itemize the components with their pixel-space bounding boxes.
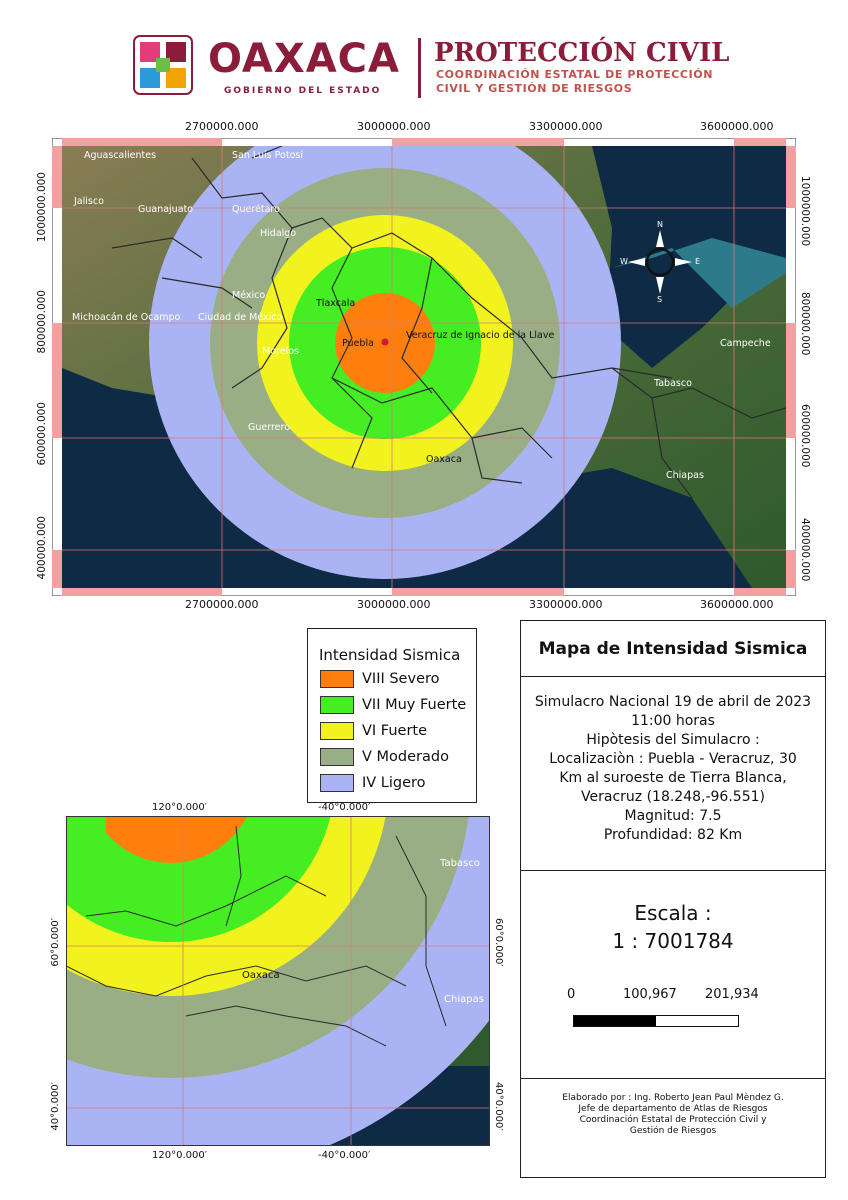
- legend-label: VI Fuerte: [362, 723, 428, 739]
- scale-value: 1 : 7001784: [612, 929, 734, 953]
- x-tick-bottom-2: 3000000.000: [357, 598, 431, 611]
- place-label: Puebla: [342, 338, 374, 349]
- legend-swatch: [320, 670, 354, 688]
- agency-subtitle-line-2: CIVIL Y GESTIÓN DE RIESGOS: [436, 82, 633, 95]
- compass-s: S: [657, 295, 663, 304]
- place-label: San Luis Potosí: [232, 150, 303, 161]
- y-tick-right-2: 800000.000: [799, 292, 811, 356]
- x-tick-bottom-3: 3300000.000: [529, 598, 603, 611]
- credit-line-1: Elaborado por : Ing. Roberto Jean Paul Mèndez G.: [562, 1093, 784, 1103]
- main-map: [52, 138, 796, 596]
- place-label: Michoacán de Ocampo: [72, 312, 181, 323]
- credit-line-3: Coordinación Estatal de Protección Civil y: [579, 1115, 767, 1125]
- info-scale-section: [521, 871, 825, 1079]
- inset-x-tick-bottom-1: 120°0.000′: [152, 1150, 207, 1161]
- place-label: Veracruz de Ignacio de la Llave: [406, 330, 555, 341]
- inset-label-chiapas: Chiapas: [444, 994, 484, 1005]
- epicenter-marker: [382, 339, 389, 346]
- legend-item-vi: [320, 721, 427, 741]
- place-label: Tlaxcala: [316, 298, 356, 309]
- credit-line-2: Jefe de departamento de Atlas de Riesgos: [578, 1104, 768, 1114]
- y-tick-right-4: 400000.000: [799, 518, 811, 582]
- y-tick-left-3: 600000.000: [36, 402, 48, 466]
- place-label: Querétaro: [232, 204, 280, 215]
- legend-title: Intensidad Sismica: [319, 646, 461, 664]
- info-panel: [520, 620, 826, 1178]
- place-label: Jalisco: [74, 196, 104, 207]
- inset-map-canvas: [66, 816, 490, 1146]
- info-line-3: Hipòtesis del Simulacro :: [586, 732, 760, 748]
- x-tick-top-3: 3300000.000: [529, 120, 603, 133]
- place-label: Campeche: [720, 338, 771, 349]
- x-tick-bottom-4: 3600000.000: [700, 598, 774, 611]
- inset-y-tick-right-2: 40°0.000′: [493, 1082, 504, 1131]
- legend-item-v: [320, 747, 449, 767]
- place-label: Guerrero: [248, 422, 291, 433]
- compass-w: W: [620, 257, 628, 266]
- scalebar-label-1: 100,967: [623, 987, 677, 1002]
- header-divider: [418, 38, 421, 98]
- inset-label-tabasco: Tabasco: [440, 858, 480, 869]
- y-tick-right-3: 600000.000: [799, 404, 811, 468]
- scale-title: Escala :: [634, 901, 712, 925]
- place-label: Ciudad de México: [198, 312, 283, 323]
- inset-x-tick-top-2: -40°0.000′: [318, 802, 371, 813]
- info-details-section: [521, 677, 825, 871]
- agency-title: PROTECCIÓN CIVIL: [434, 38, 730, 68]
- legend-item-iv: [320, 773, 426, 793]
- legend-label: VIII Severo: [362, 671, 440, 687]
- x-tick-top-4: 3600000.000: [700, 120, 774, 133]
- scalebar-label-0: 0: [567, 987, 576, 1002]
- legend-label: IV Ligero: [362, 775, 426, 791]
- y-tick-left-1: 1000000.000: [36, 172, 48, 243]
- info-line-8: Profundidad: 82 Km: [603, 827, 743, 843]
- inset-y-tick-left-2: 40°0.000′: [50, 1082, 61, 1131]
- legend-label: VII Muy Fuerte: [362, 697, 467, 713]
- place-label: Oaxaca: [426, 454, 462, 465]
- place-label: Hidalgo: [260, 228, 297, 239]
- info-line-6: Veracruz (18.248,-96.551): [581, 789, 765, 805]
- brand-title: OAXACA: [208, 36, 400, 82]
- info-line-7: Magnitud: 7.5: [624, 808, 722, 824]
- inset-x-tick-top-1: 120°0.000′: [152, 802, 207, 813]
- agency-subtitle: [436, 68, 736, 96]
- legend-swatch: [320, 722, 354, 740]
- legend-swatch: [320, 696, 354, 714]
- place-label: Tabasco: [654, 378, 692, 389]
- info-title-section: [521, 621, 825, 677]
- scalebar: [573, 1015, 739, 1027]
- place-label: México: [232, 290, 266, 301]
- info-line-1: Simulacro Nacional 19 de abril de 2023: [534, 694, 812, 710]
- oaxaca-emblem-icon: [132, 34, 194, 96]
- legend-swatch: [320, 774, 354, 792]
- map-title: Mapa de Intensidad Sismica: [538, 638, 808, 659]
- info-credits-section: [521, 1079, 825, 1177]
- inset-map: [66, 816, 490, 1146]
- y-tick-right-1: 1000000.000: [799, 176, 811, 247]
- inset-y-tick-left-1: 60°0.000′: [50, 918, 61, 967]
- place-label: Morelos: [262, 346, 299, 357]
- compass-e: E: [695, 257, 701, 266]
- y-tick-left-4: 400000.000: [36, 516, 48, 580]
- legend-label: V Moderado: [362, 749, 449, 765]
- compass-n: N: [657, 220, 663, 229]
- info-line-2: 11:00 horas: [631, 713, 715, 729]
- x-tick-bottom-1: 2700000.000: [185, 598, 259, 611]
- brand-subtitle: GOBIERNO DEL ESTADO: [224, 86, 382, 96]
- agency-subtitle-line-1: COORDINACIÓN ESTATAL DE PROTECCIÓN: [436, 68, 714, 81]
- info-line-5: Km al suroeste de Tierra Blanca,: [559, 770, 787, 786]
- legend-swatch: [320, 748, 354, 766]
- inset-y-tick-right-1: 60°0.000′: [493, 918, 504, 967]
- place-label: Aguascalientes: [84, 150, 157, 161]
- legend-item-vii: [320, 695, 466, 715]
- y-tick-left-2: 800000.000: [36, 290, 48, 354]
- credit-line-4: Gestión de Riesgos: [629, 1126, 717, 1136]
- place-label: Guanajuato: [138, 204, 194, 215]
- inset-x-tick-bottom-2: -40°0.000′: [318, 1150, 371, 1161]
- inset-label-oaxaca: Oaxaca: [242, 970, 280, 981]
- place-label: Chiapas: [666, 470, 704, 481]
- x-tick-top-2: 3000000.000: [357, 120, 431, 133]
- legend: [307, 628, 477, 803]
- info-line-4: Localizaciòn : Puebla - Veracruz, 30: [549, 751, 797, 767]
- scalebar-label-2: 201,934: [705, 987, 759, 1002]
- x-tick-top-1: 2700000.000: [185, 120, 259, 133]
- legend-item-viii: [320, 669, 440, 689]
- header: [0, 0, 848, 120]
